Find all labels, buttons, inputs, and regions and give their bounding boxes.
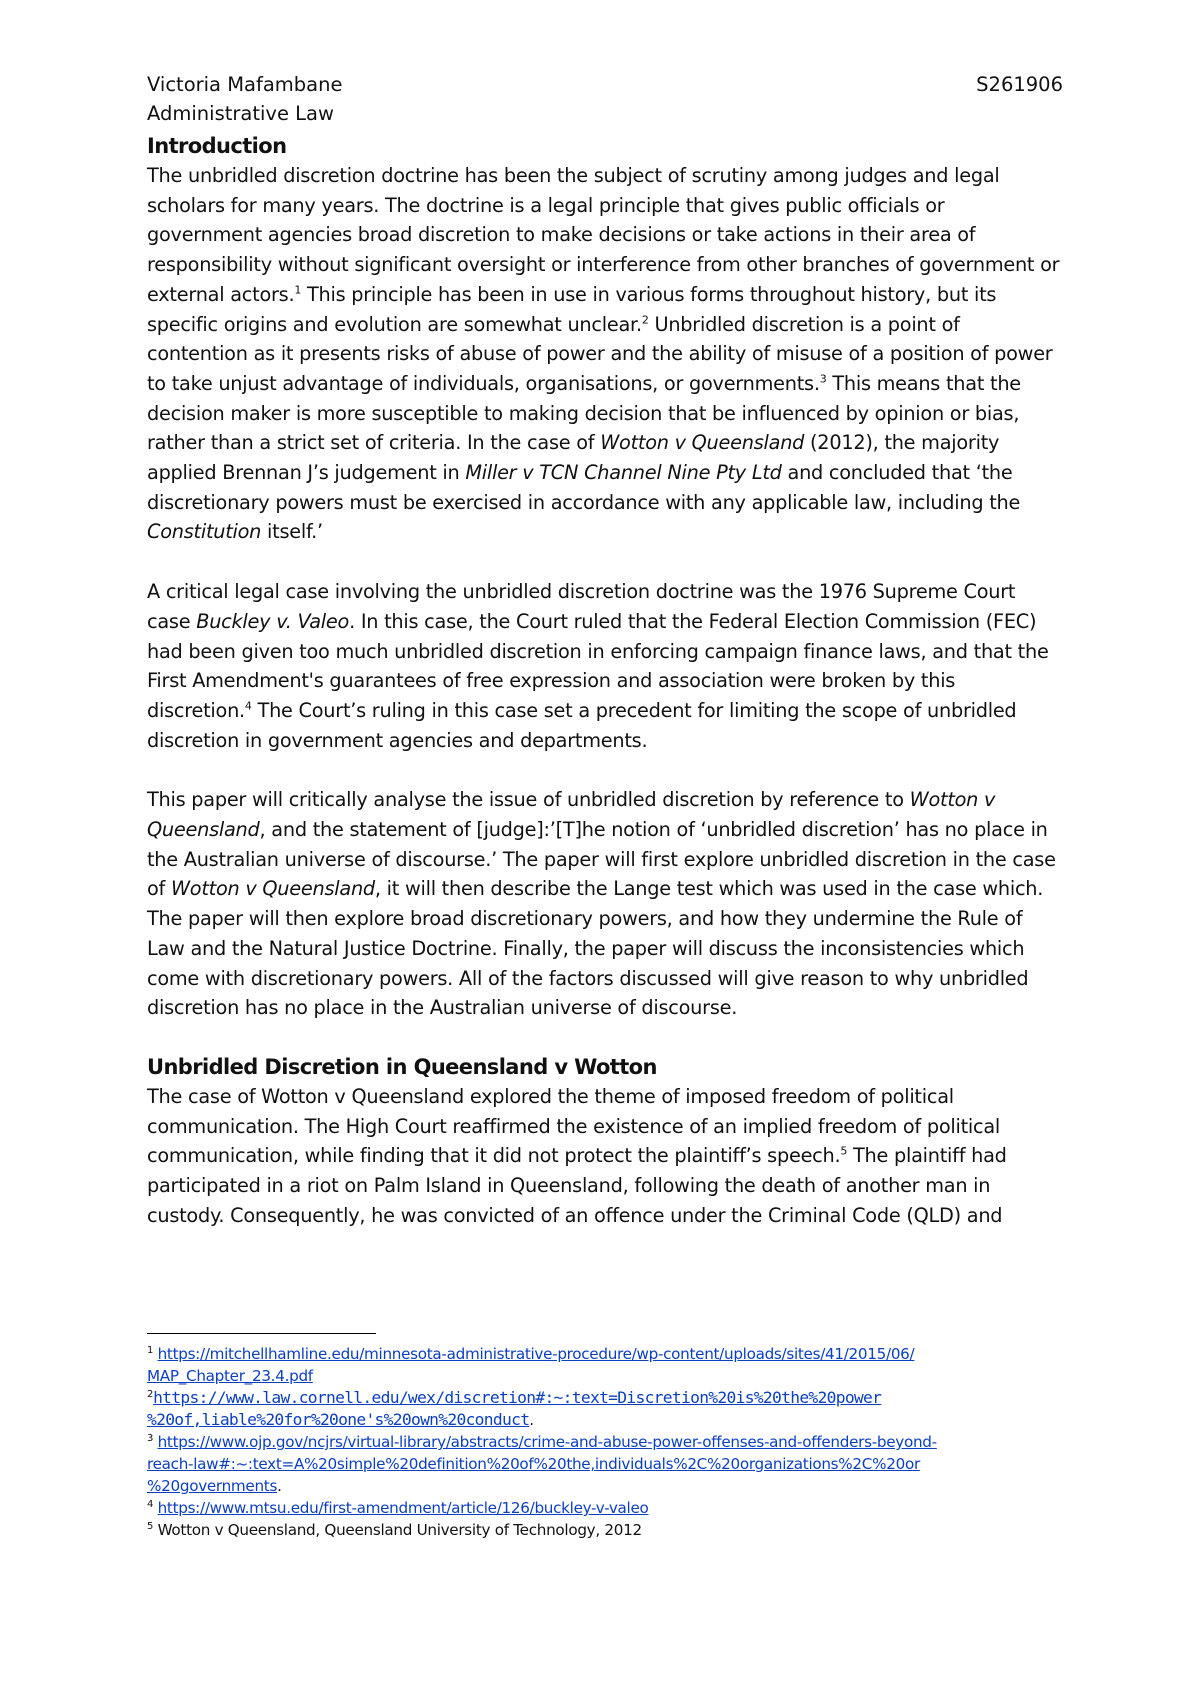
case-name: Wotton v Queensland: [147, 788, 996, 842]
intro-paragraph-1: The unbridled discretion doctrine has been the subject of scrutiny among judges and legal scholars for many years. The doctrine is a legal principle that gives public officials or government agencies broad discretion to make decisions or take actions in their area of responsibility without significant oversight or interference from other branches of government or external actors.$^1$ This principle has been in use in various forms throughout history, but its specific origins and evolution are somewhat unclear.$^2$ Unbridled discretion is a point of contention as it presents risks of abuse of power and the ability of misuse of a position of power to take unjust advantage of individuals, organisations, or governments.$^3$ This means that the decision maker is more susceptible to making decision that be influenced by opinion or bias, rather than a strict set of criteria. In the case of Wotton v Queensland (2012), the majority applied Brennan J’s judgement in Miller v TCN Channel Nine Pty Ltd and concluded that ‘the discretionary powers must be exercised in accordance with any applicable law, including the Constitution itself.’: [147, 164, 1060, 544]
footnote-5-text: Wotton v Queensland, Queensland University of Technology, 2012: [157, 1521, 642, 1539]
footnote-ref-1[interactable]: 1: [294, 283, 302, 297]
course-name: Administrative Law: [147, 102, 334, 125]
section-2-paragraph-1: The case of Wotton v Queensland explored the theme of imposed freedom of political communication. The High Court reaffirmed the existence of an implied freedom of political communication, while finding that it did not protect the plaintiff’s speech.$^5$ The plaintiff had participated in a riot on Palm Island in Queensland, following the death of another man in custody. Consequently, he was convicted of an offence under the Criminal Code (QLD) and: [147, 1084, 1007, 1227]
case-name: Buckley v. Valeo: [196, 609, 350, 633]
footnotes: [147, 1343, 1077, 1541]
footnote-4: $^4$ https://www.mtsu.edu/first-amendment/article/126/buckley-v-valeo: [147, 1498, 649, 1517]
footnote-ref-5[interactable]: 5: [840, 1144, 848, 1158]
footnote-2-link[interactable]: https://www.law.cornell.edu/wex/discretion#:~:text=Discretion%20is%20the%20power %20of,liable%20for%20one's%20own%20conduct: [147, 1388, 882, 1429]
intro-paragraph-3: This paper will critically analyse the issue of unbridled discretion by reference to Wotton v Queensland, and the statement of [judge]:’[T]he notion of ‘unbridled discretion’ has no place in the Australian universe of discourse.’ The paper will first explore unbridled discretion in the case of Wotton v Queensland, it will then describe the Lange test which was used in the case which. The paper will then explore broad discretionary powers, and how they undermine the Rule of Law and the Natural Justice Doctrine. Finally, the paper will discuss the inconsistencies which come with discretionary powers. All of the factors discussed will give reason to why unbridled discretion has no place in the Australian universe of discourse.: [147, 788, 1056, 1020]
intro-paragraph-2: A critical legal case involving the unbridled discretion doctrine was the 1976 Supreme Court case Buckley v. Valeo. In this case, the Court ruled that the Federal Election Commission (FEC) had been given too much unbridled discretion in enforcing campaign finance laws, and that the First Amendment's guarantees of free expression and association were broken by this discretion.$^4$ The Court’s ruling in this case set a precedent for limiting the scope of unbridled discretion in government agencies and departments.: [147, 580, 1049, 752]
case-name: Wotton v Queensland: [170, 877, 375, 901]
footnote-4-link[interactable]: https://www.mtsu.edu/first-amendment/article/126/buckley-v-valeo: [157, 1499, 649, 1517]
footnote-separator: [147, 1333, 376, 1335]
student-id: S261906: [976, 73, 1063, 96]
footnote-1-link[interactable]: https://mitchellhamline.edu/minnesota-administrative-procedure/wp-content/uploads/sites/41/2015/06/ MAP_Chapter_23.4.pdf: [147, 1345, 915, 1385]
case-name: Wotton v Queensland: [600, 431, 805, 455]
document-body: [147, 70, 1063, 1231]
footnote-3-link[interactable]: https://www.ojp.gov/ncjrs/virtual-library/abstracts/crime-and-abuse-power-offenses-and-offenders-beyond- reach-law#:~:text=A%20simple%20definition%20of%20the,individuals%2C%20organizations%2C%20or %20governments: [147, 1433, 937, 1495]
introduction-heading: Introduction: [147, 134, 287, 158]
footnote-ref-3[interactable]: 3: [819, 372, 827, 386]
footnote-5: $^5$ Wotton v Queensland, Queensland University of Technology, 2012: [147, 1520, 642, 1539]
case-name: Miller v TCN Channel Nine Pty Ltd: [465, 461, 782, 485]
footnote-3: $^3$ https://www.ojp.gov/ncjrs/virtual-library/abstracts/crime-and-abuse-power-offenses-and-offenders-beyond- reach-law#:~:text=A%20simple%20definition%20of%20the,individuals%2C%20organizations%2C%20or %20governments.: [147, 1432, 937, 1495]
footnote-ref-2[interactable]: 2: [641, 313, 649, 327]
footnote-2: $^2$https://www.law.cornell.edu/wex/discretion#:~:text=Discretion%20is%20the%20power %20of,liable%20for%20one's%20own%20conduct.: [147, 1388, 882, 1429]
section-2-heading: Unbridled Discretion in Queensland v Wotton: [147, 1054, 657, 1079]
footnote-ref-4[interactable]: 4: [244, 699, 252, 713]
author-name: Victoria Mafambane: [147, 73, 343, 96]
constitution-italic: Constitution: [147, 520, 262, 544]
header-row: [147, 70, 1063, 99]
footnote-1: $^1$ https://mitchellhamline.edu/minnesota-administrative-procedure/wp-content/uploads/sites/41/2015/06/ MAP_Chapter_23.4.pdf: [147, 1344, 915, 1385]
